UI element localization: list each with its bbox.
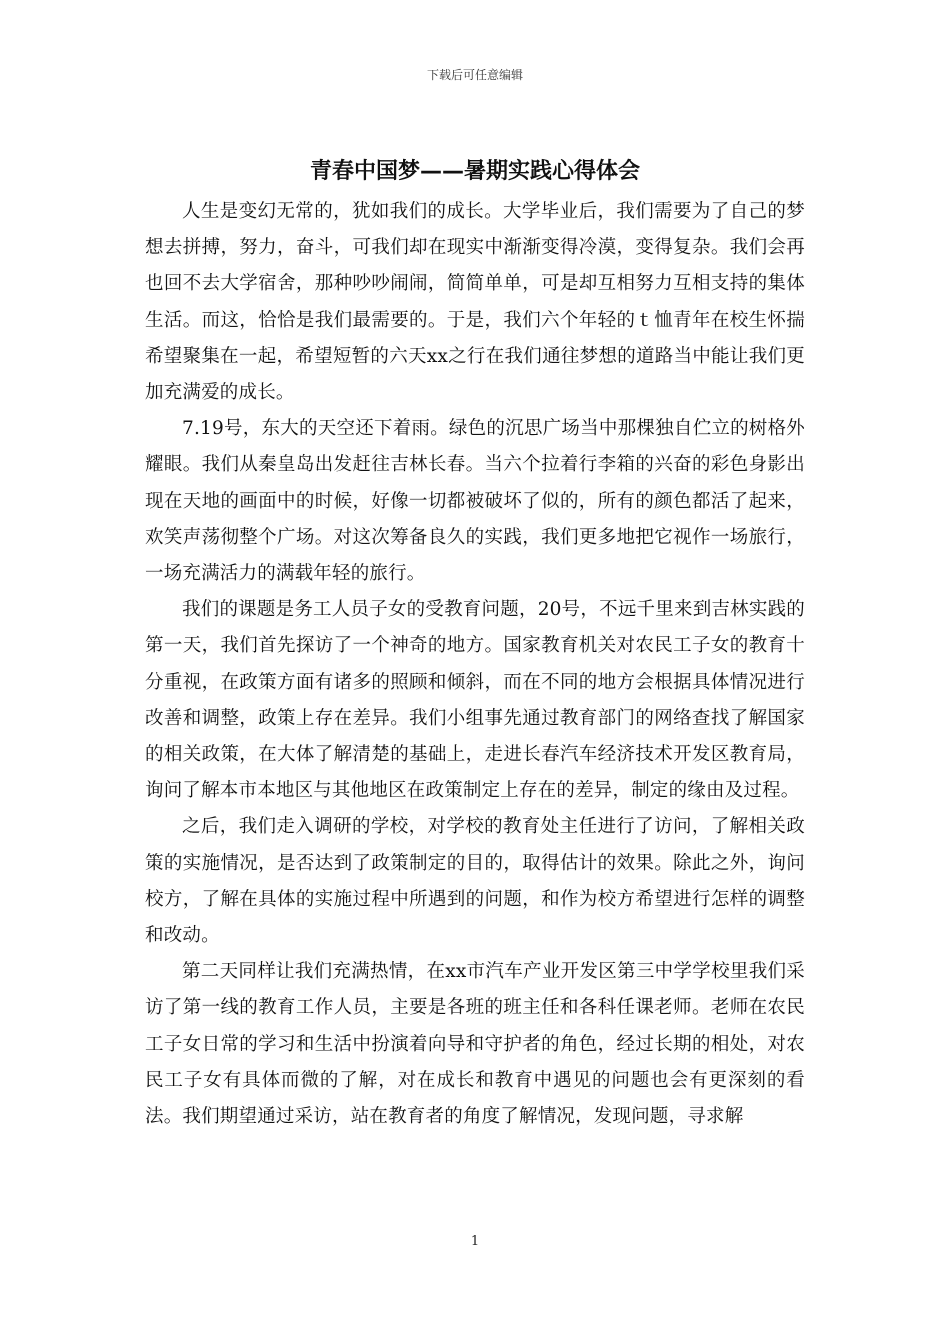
paragraph: 之后，我们走入调研的学校，对学校的教育处主任进行了访问，了解相关政策的实施情况，是否达到了政策制定的目的，取得估计的效果。除此之外，询问校方，了解在具体的实施过程中所遇到的问题，和作为校方希望进行怎样的调整和改动。 [145,816,805,947]
document-body [145,194,805,1135]
page-number: 1 [470,1234,480,1249]
header-note: 下载后可任意编辑 [426,68,523,82]
paragraph: 我们的课题是务工人员子女的受教育问题，20号，不远千里来到吉林实践的第一天，我们首先探访了一个神奇的地方。国家教育机关对农民工子女的教育十分重视，在政策方面有诸多的照顾和倾斜，而在不同的地方会根据具体情况进行改善和调整，政策上存在差异。我们小组事先通过教育部门的网络查找了解国家的相关政策，在大体了解清楚的基础上，走进长春汽车经济技术开发区教育局，询问了解本市本地区与其他地区在政策制定上存在的差异，制定的缘由及过程。 [145,599,805,802]
paragraph: 7.19号，东大的天空还下着雨。绿色的沉思广场当中那棵独自伫立的树格外耀眼。我们从秦皇岛出发赶往吉林长春。当六个拉着行李箱的兴奋的彩色身影出现在天地的画面中的时候，好像一切都被破坏了似的，所有的颜色都活了起来，欢笑声荡彻整个广场。对这次筹备良久的实践，我们更多地把它视作一场旅行，一场充满活力的满载年轻的旅行。 [145,418,805,585]
document-title: 青春中国梦——暑期实践心得体会 [309,159,640,184]
paragraph: 第二天同样让我们充满热情，在xx市汽车产业开发区第三中学学校里我们采访了第一线的教育工作人员，主要是各班的班主任和各科任课老师。老师在农民工子女日常的学习和生活中扮演着向导和守护者的角色，经过长期的相处，对农民工子女有具体而微的了解，对在成长和教育中遇见的问题也会有更深刻的看法。我们期望通过采访，站在教育者的角度了解情况，发现问题，寻求解 [145,961,805,1128]
paragraph: 人生是变幻无常的，犹如我们的成长。大学毕业后，我们需要为了自己的梦想去拼搏，努力，奋斗，可我们却在现实中渐渐变得冷漠，变得复杂。我们会再也回不去大学宿舍，那种吵吵闹闹，简简单单，可是却互相努力互相支持的集体生活。而这，恰恰是我们最需要的。于是，我们六个年轻的ｔ恤青年在校生怀揣希望聚集在一起，希望短暂的六天xx之行在我们通往梦想的道路当中能让我们更加充满爱的成长。 [145,201,805,404]
